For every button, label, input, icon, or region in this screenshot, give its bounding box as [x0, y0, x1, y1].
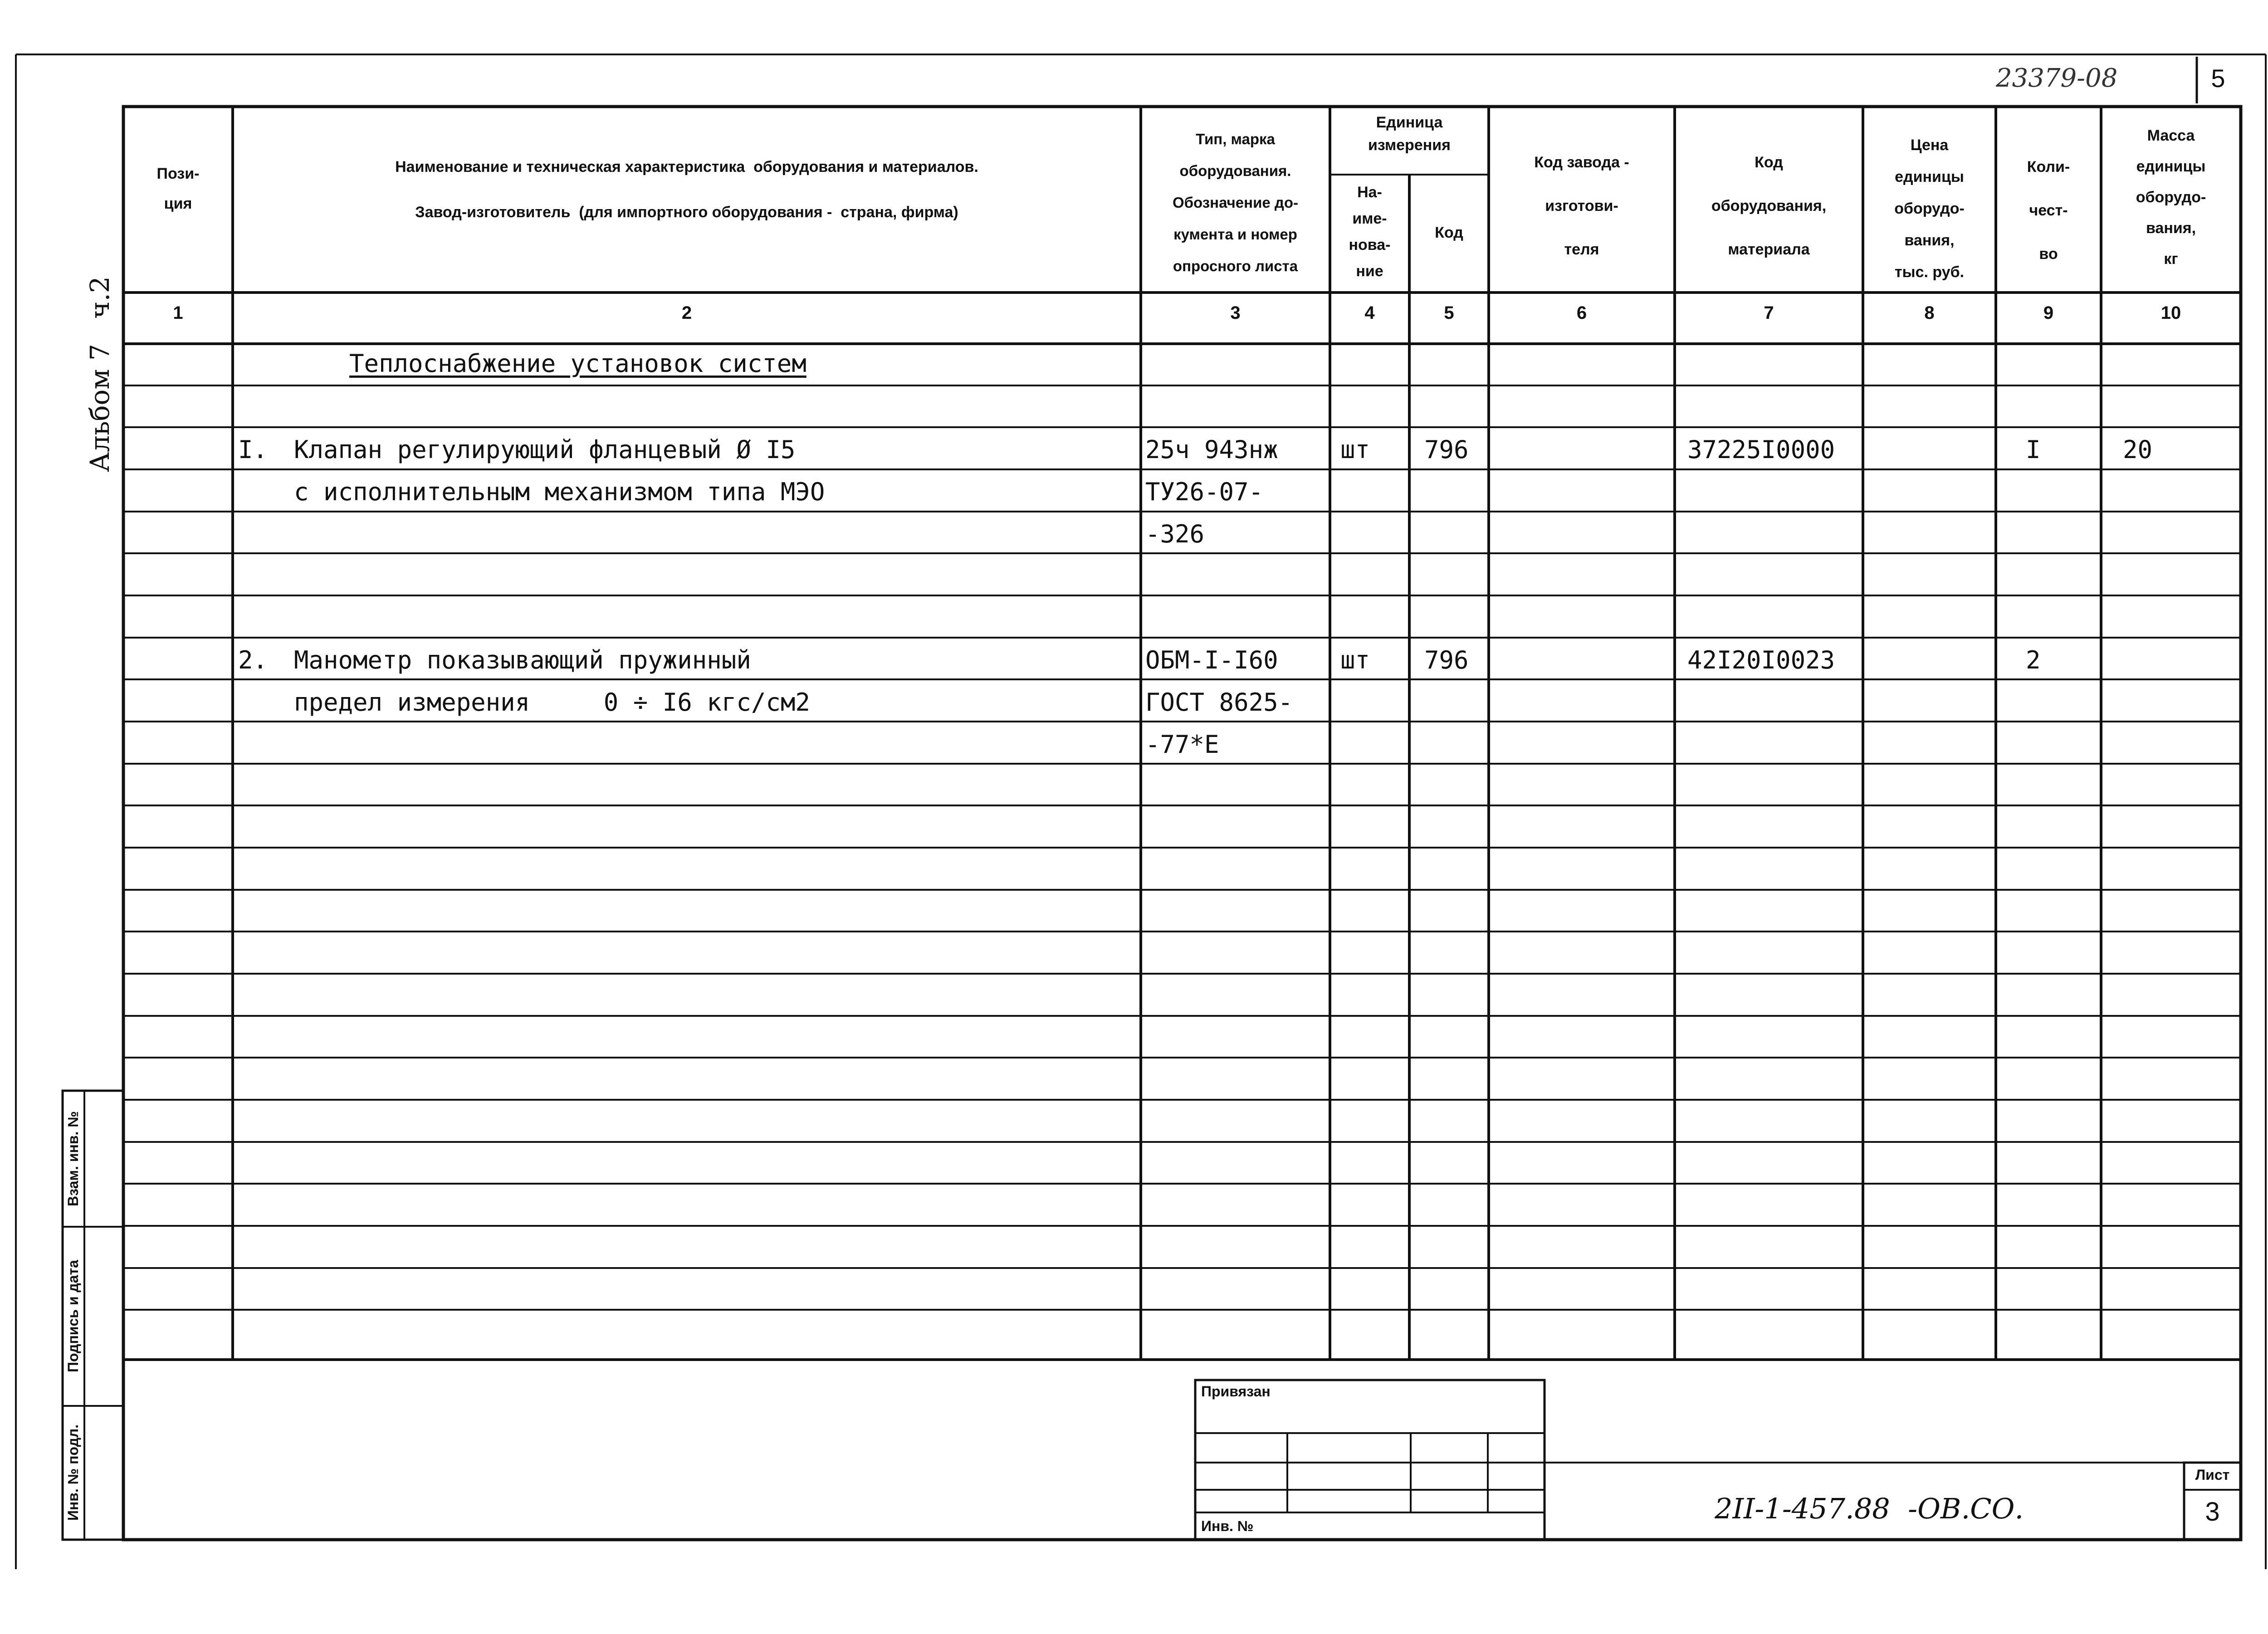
item-unit-code: 796	[1424, 646, 1469, 674]
item-equipment-code: 37225I0000	[1687, 435, 1835, 464]
item-position: I.	[238, 435, 268, 464]
item-name-cont: с исполнительным механизмом типа МЭО	[294, 478, 825, 506]
column-number: 4	[1364, 303, 1375, 323]
sheet-number: 3	[2205, 1497, 2220, 1527]
item-name: Манометр показывающий пружинный	[294, 646, 751, 674]
item-type-cont: -77*Е	[1145, 730, 1219, 759]
item-unit-code: 796	[1424, 435, 1469, 464]
bound-label: Привязан	[1201, 1383, 1271, 1400]
header-unit-name: На- име- нова- ние	[1349, 184, 1391, 280]
item-quantity: I	[2026, 435, 2041, 464]
header-name-line1: Наименование и техническая характеристика оборудования и материалов.	[395, 158, 978, 176]
item-type-cont: ТУ26-07-	[1145, 478, 1264, 506]
item-type: ОБМ-I-I60	[1145, 646, 1278, 674]
item-type-cont: -326	[1145, 520, 1205, 548]
header-unit: Единица измерения	[1368, 114, 1451, 154]
section-title: Теплоснабжение установок систем	[349, 349, 807, 378]
column-number: 3	[1230, 303, 1241, 323]
column-number: 6	[1576, 303, 1587, 323]
header-position: Пози- ция	[156, 165, 200, 212]
header-equipment-code: Код оборудования, материала	[1711, 154, 1827, 258]
item-quantity: 2	[2026, 646, 2041, 674]
header-name-line2: Завод-изготовитель (для импортного оборудования - страна, фирма)	[415, 204, 958, 221]
item-type: 25ч 943нж	[1145, 435, 1278, 464]
item-equipment-code: 42I20I0023	[1687, 646, 1835, 674]
column-number: 10	[2160, 303, 2181, 323]
column-number: 5	[1444, 303, 1454, 323]
column-number: 1	[173, 303, 183, 323]
inv-label: Инв. №	[1201, 1518, 1254, 1534]
item-unit-name: шт	[1340, 435, 1370, 464]
item-unit-name: шт	[1340, 646, 1370, 674]
header-quantity: Коли- чест- во	[2027, 158, 2070, 263]
item-mass: 20	[2123, 435, 2153, 464]
column-number: 9	[2043, 303, 2054, 323]
sheet-label: Лист	[2195, 1467, 2230, 1483]
column-number: 2	[681, 303, 692, 323]
item-name-cont: предел измерения 0 ÷ I6 кгс/см2	[294, 688, 810, 717]
header-plant-code: Код завода - изготови- теля	[1534, 154, 1629, 258]
header-price: Цена единицы оборудо- вания, тыс. руб.	[1894, 137, 1965, 281]
side-stamp-replaced-inv: Взам. инв. №	[65, 1111, 81, 1206]
document-code: 2II-1-457.88 -ОВ.СО.	[1715, 1492, 2024, 1525]
item-name: Клапан регулирующий фланцевый Ø I5	[294, 435, 796, 464]
side-stamp-signature-date: Подпись и дата	[65, 1260, 81, 1372]
archive-number: 23379-08	[1996, 63, 2118, 93]
column-number: 7	[1764, 303, 1774, 323]
item-type-cont: ГОСТ 8625-	[1145, 688, 1293, 717]
side-stamp-original-inv: Инв. № подл.	[65, 1424, 81, 1521]
column-number: 8	[1924, 303, 1935, 323]
header-unit-code: Код	[1435, 224, 1463, 241]
item-position: 2.	[238, 646, 268, 674]
album-label: Альбом 7 ч.2	[84, 276, 115, 472]
header-type: Тип, марка оборудования. Обозначение до- кумента и номер опросного листа	[1173, 131, 1298, 274]
header-mass: Масса единицы оборудо- вания, кг	[2136, 127, 2206, 268]
page-number: 5	[2211, 64, 2225, 93]
